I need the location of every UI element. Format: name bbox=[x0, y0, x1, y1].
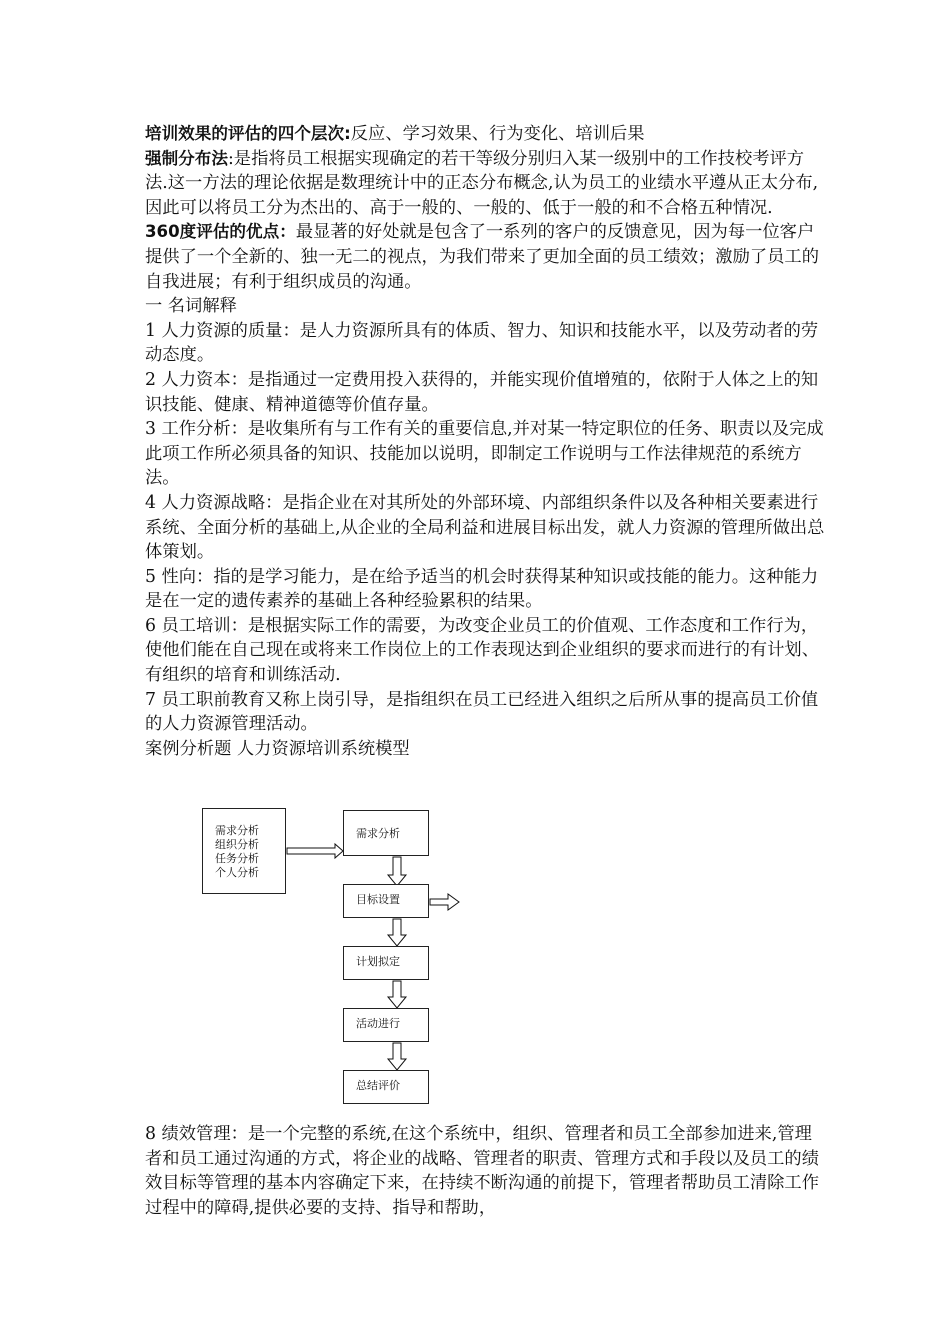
input-analysis-box bbox=[202, 808, 286, 894]
term-definition-2: 2 人力资本：是指通过一定费用投入获得的，并能实现价值增殖的，依附于人体之上的知识技能、健康、精神道德等价值存量。 bbox=[145, 369, 819, 415]
arrow-down-icon bbox=[388, 919, 406, 946]
step-label: 目标设置 bbox=[356, 893, 400, 906]
step-label: 活动进行 bbox=[356, 1017, 400, 1030]
step-label: 总结评价 bbox=[356, 1079, 400, 1092]
arrow-right-icon bbox=[287, 844, 343, 858]
paragraph-forced-distribution bbox=[145, 147, 825, 221]
bold-term: 培训效果的评估的四个层次: bbox=[145, 124, 351, 143]
term-definition-3: 3 工作分析：是收集所有与工作有关的重要信息,并对某一特定职位的任务、职责以及完成此项工作所必须具备的知识、技能加以说明，即制定工作说明与工作法律规范的系统方法。 bbox=[145, 419, 824, 489]
step-box-needs-analysis bbox=[343, 810, 429, 856]
case-heading: 案例分析题 人力资源培训系统模型 bbox=[145, 738, 410, 759]
term-definition-1: 1 人力资源的质量：是人力资源所具有的体质、智力、知识和技能水平，以及劳动者的劳动态度。 bbox=[145, 320, 819, 366]
bold-term: 360度评估的优点： bbox=[145, 222, 296, 242]
step-box-objective-setting bbox=[343, 884, 429, 918]
arrow-down-icon bbox=[388, 1043, 406, 1070]
paragraph-text: 反应、学习效果、行为变化、培训后果 bbox=[350, 124, 645, 144]
arrow-down-icon bbox=[388, 857, 406, 886]
section-heading: 一 名词解释 bbox=[145, 296, 237, 317]
arrow-down-icon bbox=[388, 981, 406, 1008]
input-item: 任务分析 bbox=[215, 852, 259, 865]
paragraph-360-evaluation bbox=[145, 220, 825, 294]
paragraph-evaluation-levels bbox=[145, 122, 825, 147]
term-definition-4: 4 人力资源战略：是指企业在对其所处的外部环境、内部组织条件以及各种相关要素进行系统、全面分析的基础上,从企业的全局利益和进展目标出发，就人力资源的管理所做出总体策划。 bbox=[145, 492, 825, 563]
step-box-summary-evaluation bbox=[343, 1070, 429, 1104]
body-text-top bbox=[145, 122, 825, 761]
term-definition-8: 8 绩效管理：是一个完整的系统,在这个系统中，组织、管理者和员工全部参加进来,管理者和员工通过沟通的方式，将企业的战略、管理者的职责、管理方式和手段以及员工的绩效目标等管理的基本内容确定下来，在持续不断沟通的前提下，管理者帮助员工清除工作过程中的障碍,提供必要的支持、指导和帮助， bbox=[145, 1124, 819, 1218]
paragraph-text: :是指将员工根据实现确定的若干等级分别归入某一级别中的工作技校考评方法.这一方法的理论依据是数理统计中的正态分布概念,认为员工的业绩水平遵从正太分布,因此可以将员工分为杰出的、高于一般的、一般的、低于一般的和不合格五种情况. bbox=[145, 148, 819, 218]
term-definition-7: 7 员工职前教育又称上岗引导，是指组织在员工已经进入组织之后所从事的提高员工价值的人力资源管理活动。 bbox=[145, 689, 819, 735]
training-system-diagram bbox=[195, 800, 475, 1116]
input-item: 需求分析 bbox=[215, 824, 259, 837]
input-item: 个人分析 bbox=[215, 866, 259, 879]
body-text-bottom bbox=[145, 1122, 825, 1220]
step-box-activity-execution bbox=[343, 1008, 429, 1042]
bold-term: 强制分布法 bbox=[145, 148, 228, 168]
arrow-right-icon bbox=[430, 894, 459, 910]
term-definition-6: 6 员工培训：是根据实际工作的需要，为改变企业员工的价值观、工作态度和工作行为，使他们能在自己现在或将来工作岗位上的工作表现达到企业组织的要求而进行的有计划、有组织的培育和训练活动. bbox=[145, 615, 819, 686]
step-label: 需求分析 bbox=[356, 827, 400, 840]
input-item: 组织分析 bbox=[215, 838, 259, 851]
term-definition-5: 5 性向：指的是学习能力，是在给予适当的机会时获得某种知识或技能的能力。这种能力是在一定的遗传素养的基础上各种经验累积的结果。 bbox=[145, 566, 819, 612]
step-label: 计划拟定 bbox=[356, 955, 400, 968]
step-box-plan-drafting bbox=[343, 946, 429, 980]
paragraph-text: 最显著的好处就是包含了一系列的客户的反馈意见，因为每一位客户提供了一个全新的、独一无二的视点，为我们带来了更加全面的员工绩效；激励了员工的自我进展；有利于组织成员的沟通。 bbox=[145, 222, 819, 292]
